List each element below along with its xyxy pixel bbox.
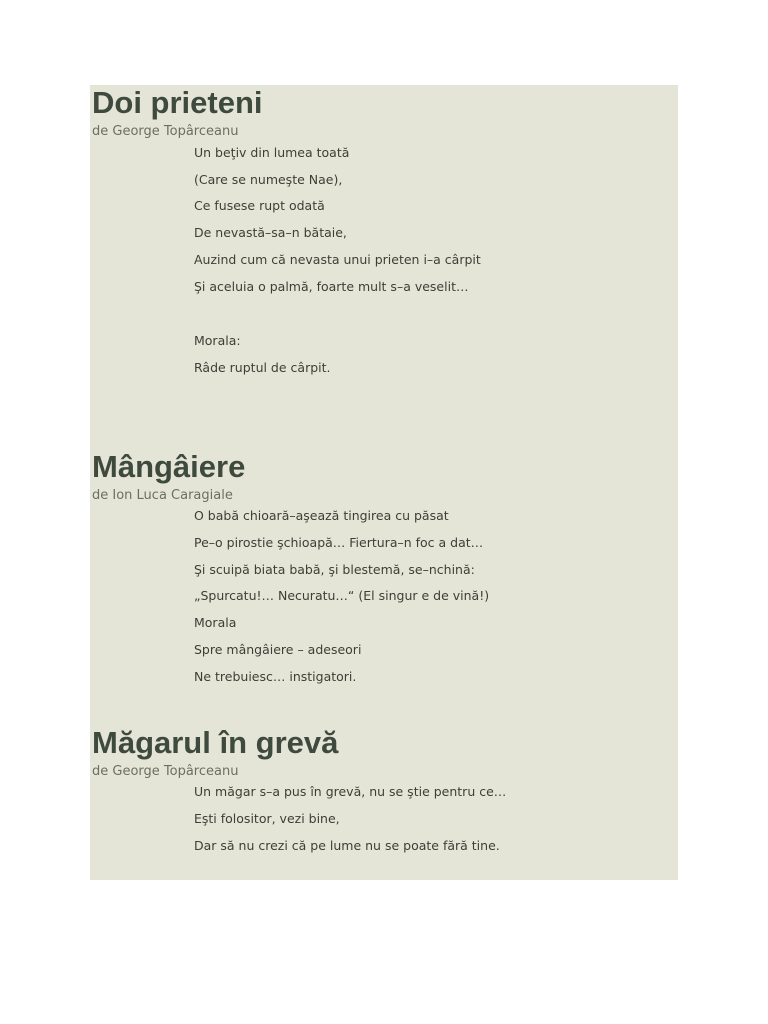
poem-author: de George Topârceanu	[92, 764, 239, 779]
poem-title: Mângâiere	[92, 449, 246, 484]
poem-line: „Spurcatu!… Necuratu…“ (El singur e de vină!)	[194, 588, 490, 603]
poem-author: de George Topârceanu	[92, 124, 239, 139]
poem-line: Şi scuipă biata babă, şi blestemă, se–nchină:	[194, 562, 475, 577]
poem-line: Pe–o pirostie şchioapă… Fiertura–n foc a dat…	[194, 535, 484, 550]
poem-line: Eşti folositor, vezi bine,	[194, 811, 340, 826]
poem-moral: Râde ruptul de cârpit.	[194, 360, 331, 375]
poem-title: Măgarul în grevă	[92, 725, 339, 760]
poem-line: Ce fusese rupt odată	[194, 198, 325, 213]
poem-line: (Care se numeşte Nae),	[194, 172, 343, 187]
poem-line: Un beţiv din lumea toată	[194, 145, 350, 160]
poem-moral-label: Morala	[194, 615, 237, 630]
poem-moral: Ne trebuiesc… instigatori.	[194, 669, 357, 684]
poem-line: Auzind cum că nevasta unui prieten i–a cârpit	[194, 252, 481, 267]
poem-line: Şi aceluia o palmă, foarte mult s–a veselit…	[194, 279, 469, 294]
poem-line: O babă chioară–aşează tingirea cu păsat	[194, 508, 449, 523]
poem-author: de Ion Luca Caragiale	[92, 488, 233, 503]
poem-line: Dar să nu crezi că pe lume nu se poate fără tine.	[194, 838, 500, 853]
poem-title: Doi prieteni	[92, 85, 263, 120]
poem-line: De nevastă–sa–n bătaie,	[194, 225, 347, 240]
poem-line: Un măgar s–a pus în grevă, nu se ştie pentru ce…	[194, 784, 507, 799]
poem-moral: Spre mângâiere – adeseori	[194, 642, 362, 657]
poem-moral-label: Morala:	[194, 333, 241, 348]
